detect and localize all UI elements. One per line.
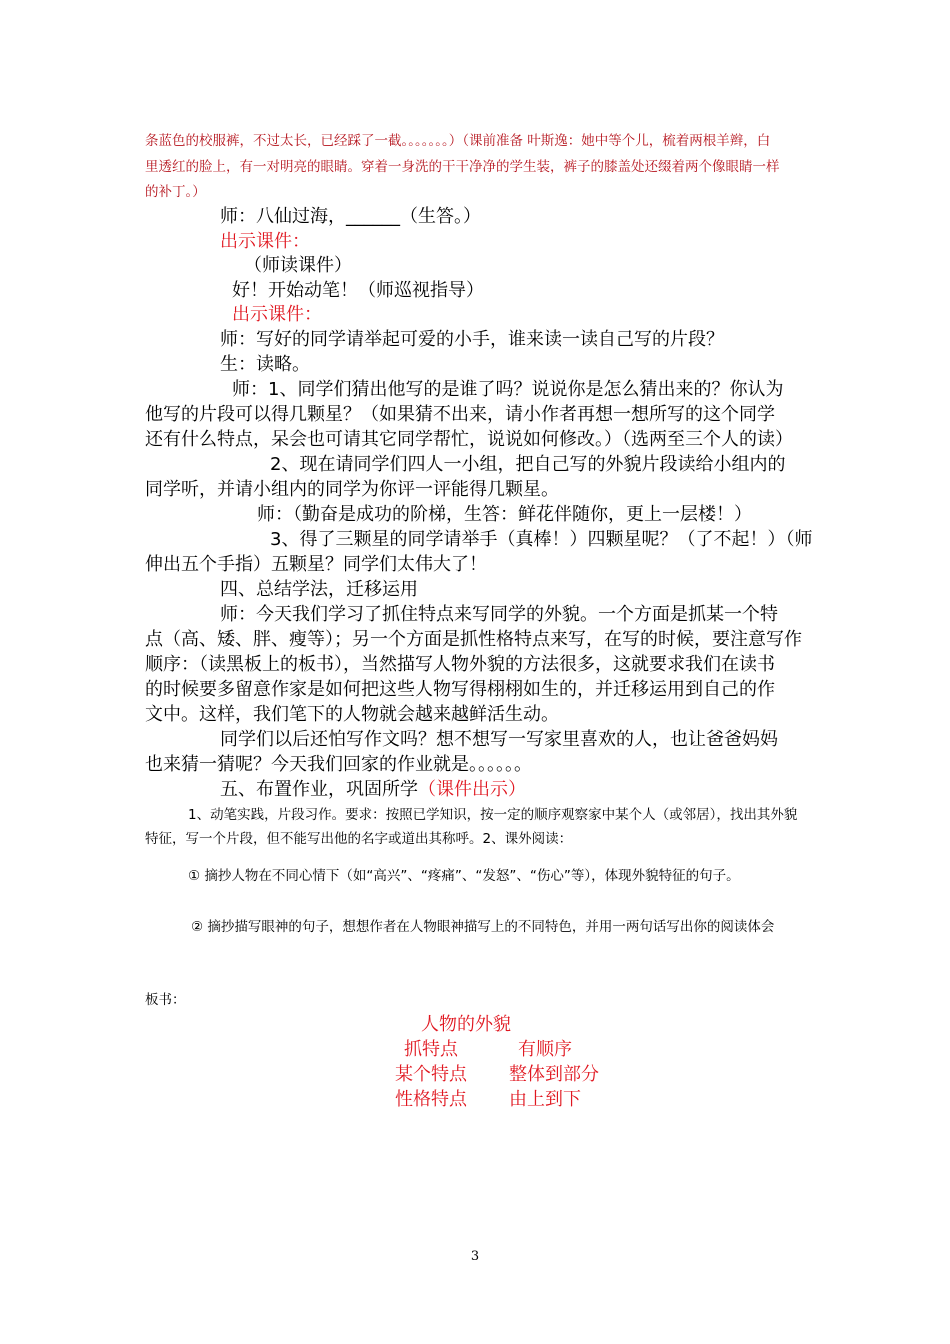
body-line: 2、现在请同学们四人一小组，把自己写的外貌片段读给小组内的 (270, 454, 786, 475)
homework-line: 1、动笔实践，片段习作。要求：按照已学知识，按一定的顺序观察家中某个人（或邻居），找出其外貌 (188, 807, 798, 823)
homework-line: ① 摘抄人物在不同心情下（如“高兴”、“疼痛”、“发怒”、“伤心”等），体现外貌特征的句子。 (188, 868, 740, 884)
intro-line-3: 的补丁。） (145, 184, 206, 200)
body-line: 生：读略。 (220, 354, 310, 375)
body-line: 师：八仙过海，______（生答。） (220, 206, 481, 227)
body-line: 师：（勤奋是成功的阶梯，生答：鲜花伴随你，更上一层楼！） (257, 504, 752, 525)
section-heading: 四、总结学法，迁移运用 (220, 579, 418, 600)
board-left-item: 某个特点 (395, 1064, 467, 1085)
body-line: 伸出五个手指）五颗星？同学们太伟大了！ (145, 554, 487, 575)
board-left-item: 抓特点 (404, 1039, 458, 1060)
page-number: 3 (470, 1249, 480, 1264)
body-line: 3、得了三颗星的同学请举手（真棒！）四颗星呢？（了不起！）（师 (270, 529, 813, 550)
body-line: 他写的片段可以得几颗星？（如果猜不出来，请小作者再想一想所写的这个同学 (145, 404, 775, 425)
board-right-item: 整体到部分 (509, 1064, 599, 1085)
board-label: 板书： (145, 992, 186, 1008)
body-line: 点（高、矮、胖、瘦等）；另一个方面是抓性格特点来写，在写的时候，要注意写作 (145, 629, 802, 650)
body-line: 文中。这样，我们笔下的人物就会越来越鲜活生动。 (145, 704, 559, 725)
section-heading-text: 五、布置作业，巩固所学 (220, 779, 418, 800)
board-right-item: 由上到下 (509, 1089, 581, 1110)
intro-line-2: 里透红的脸上，有一对明亮的眼睛。穿着一身洗的干干净净的学生装，裤子的膝盖处还缀着两个像眼睛一样 (145, 159, 780, 175)
body-line: 师：今天我们学习了抓住特点来写同学的外貌。一个方面是抓某一个特 (220, 604, 778, 625)
show-courseware-label: 出示课件： (220, 231, 310, 252)
section-heading (220, 775, 526, 801)
body-line: 的时候要多留意作家是如何把这些人物写得栩栩如生的，并迁移运用到自己的作 (145, 679, 775, 700)
body-line: 师：写好的同学请举起可爱的小手，谁来读一读自己写的片段？ (220, 329, 724, 350)
body-line: 也来猜一猜呢？今天我们回家的作业就是。。。。。。 (145, 754, 532, 775)
homework-line: 特征，写一个片段，但不能写出他的名字或道出其称呼。2、课外阅读： (145, 831, 573, 847)
board-right-item: 有顺序 (518, 1039, 572, 1060)
courseware-note: （课件出示） (418, 779, 526, 800)
body-line: 顺序：（读黑板上的板书），当然描写人物外貌的方法很多，这就要求我们在读书 (145, 654, 775, 675)
body-line: 同学听，并请小组内的同学为你评一评能得几颗星。 (145, 479, 559, 500)
show-courseware-label: 出示课件： (232, 304, 322, 325)
body-line: 同学们以后还怕写作文吗？想不想写一写家里喜欢的人，也让爸爸妈妈 (220, 729, 778, 750)
homework-line: ② 摘抄描写眼神的句子，想想作者在人物眼神描写上的不同特色，并用一两句话写出你的阅读体会 (191, 919, 775, 935)
board-left-item: 性格特点 (395, 1089, 467, 1110)
body-line: 好！开始动笔！（师巡视指导） (232, 280, 484, 301)
body-line: 还有什么特点，呆会也可请其它同学帮忙，说说如何修改。）（选两至三个人的读） (145, 429, 793, 450)
board-title: 人物的外貌 (421, 1014, 511, 1035)
body-line: （师读课件） (244, 255, 352, 276)
intro-line-1: 条蓝色的校服裤，不过太长，已经踩了一截。。。。。。。）（课前准备 叶斯逸：她中等个儿，梳着两根羊辫，白 (145, 133, 771, 149)
body-line: 师：1、同学们猜出他写的是谁了吗？说说你是怎么猜出来的？你认为 (232, 379, 784, 400)
